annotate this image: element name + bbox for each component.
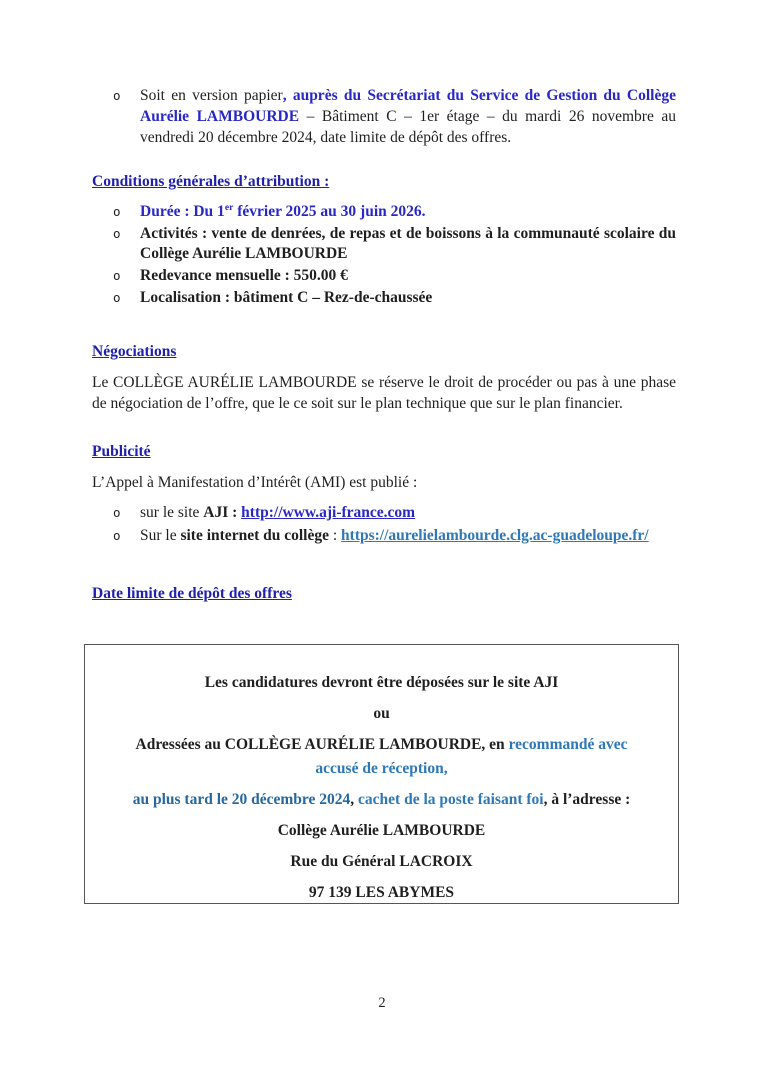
box-line-addressed — [115, 733, 648, 781]
text-segment: Sur le — [140, 527, 181, 544]
text-segment: Les candidatures devront être déposées sur le site AJI — [204, 674, 559, 691]
text-segment: , — [350, 791, 359, 808]
bullet-marker: o — [113, 528, 121, 543]
aji-link[interactable]: http://www.aji-france.com — [241, 504, 416, 521]
bullet-marker: o — [113, 88, 121, 103]
box-line-deadline — [115, 788, 648, 812]
list-item-text — [140, 502, 676, 523]
box-line-deposit — [115, 671, 648, 695]
bullet-marker: o — [113, 204, 121, 219]
list-item-text — [140, 525, 676, 546]
text-segment: Redevance mensuelle : 550.00 € — [140, 267, 348, 284]
publicite-list — [92, 502, 676, 546]
list-item-text — [140, 202, 676, 222]
bullet-marker: o — [113, 268, 121, 283]
text-segment: Durée : Du 1 — [140, 203, 225, 220]
section-heading-conditions: Conditions générales d’attribution : — [92, 173, 330, 190]
paper-submission-text — [140, 85, 676, 148]
list-item-college-site — [92, 525, 676, 546]
text-segment: Activités : vente de denrées, de repas et de boissons à la communauté scolaire du Collège Aurélie LAMBOURDE — [140, 225, 676, 262]
text-segment: , — [543, 791, 552, 808]
box-line-city — [115, 881, 648, 905]
text-segment: site internet du collège — [180, 527, 329, 544]
page-number: 2 — [378, 995, 386, 1011]
text-segment: : — [328, 527, 342, 544]
text-segment: , auprès du Secrétariat du Service de Gestion du Collège Aurélie LAMBOURDE — [140, 87, 676, 125]
list-item-aji — [92, 502, 676, 523]
text-segment: er — [224, 201, 234, 213]
list-item-text — [140, 288, 676, 308]
publicite-intro: L’Appel à Manifestation d’Intérêt (AMI) est publié : — [92, 474, 418, 491]
negociations-paragraph: Le COLLÈGE AURÉLIE LAMBOURDE se réserve le droit de procéder ou pas à une phase de négociation de l’offre, que le ce soit sur le plan technique que sur le plan financier. — [92, 374, 676, 412]
text-segment: AJI : — [203, 504, 242, 521]
box-line-college — [115, 819, 648, 843]
list-item-activites — [92, 224, 676, 264]
list-item-text — [140, 224, 676, 264]
text-segment: ou — [373, 705, 390, 722]
section-heading-negociations: Négociations — [92, 343, 177, 360]
bullet-marker: o — [113, 505, 121, 520]
box-line-or — [115, 702, 648, 726]
text-segment: 97 139 LES ABYMES — [308, 884, 455, 901]
list-item-localisation — [92, 288, 676, 308]
text-segment: au plus tard le 20 décembre 2024 — [132, 791, 351, 808]
text-segment: Adressées au COLLÈGE AURÉLIE LAMBOURDE, en — [135, 736, 509, 753]
list-item-text — [140, 266, 676, 286]
section-heading-publicite: Publicité — [92, 443, 151, 460]
text-segment: Localisation : bâtiment C – Rez-de-chaussée — [140, 289, 433, 306]
submission-address-box — [84, 644, 679, 904]
text-segment: à l’adresse : — [551, 791, 631, 808]
bullet-marker: o — [113, 226, 121, 241]
paper-submission-bullet — [92, 85, 676, 148]
text-segment: Soit en version papier — [140, 87, 283, 104]
text-segment: – Bâtiment C – 1er étage – du mardi 26 novembre au vendredi 20 décembre 2024, date limite de dépôt des offres. — [140, 108, 676, 146]
box-line-street — [115, 850, 648, 874]
text-segment: sur le site — [140, 504, 204, 521]
text-segment: recommandé avec accusé de réception, — [315, 736, 628, 777]
list-item-redevance — [92, 266, 676, 286]
bullet-marker: o — [113, 290, 121, 305]
text-segment: Rue du Général LACROIX — [290, 853, 473, 870]
college-site-link[interactable]: https://aurelielambourde.clg.ac-guadeloupe.fr/ — [341, 527, 649, 544]
text-segment: Collège Aurélie LAMBOURDE — [277, 822, 486, 839]
list-item-duree — [92, 202, 676, 222]
text-segment: cachet de la poste faisant foi — [358, 791, 544, 808]
text-segment: février 2025 au 30 juin 2026. — [233, 203, 426, 220]
conditions-list — [92, 202, 676, 308]
section-heading-date-limite: Date limite de dépôt des offres — [92, 585, 292, 602]
